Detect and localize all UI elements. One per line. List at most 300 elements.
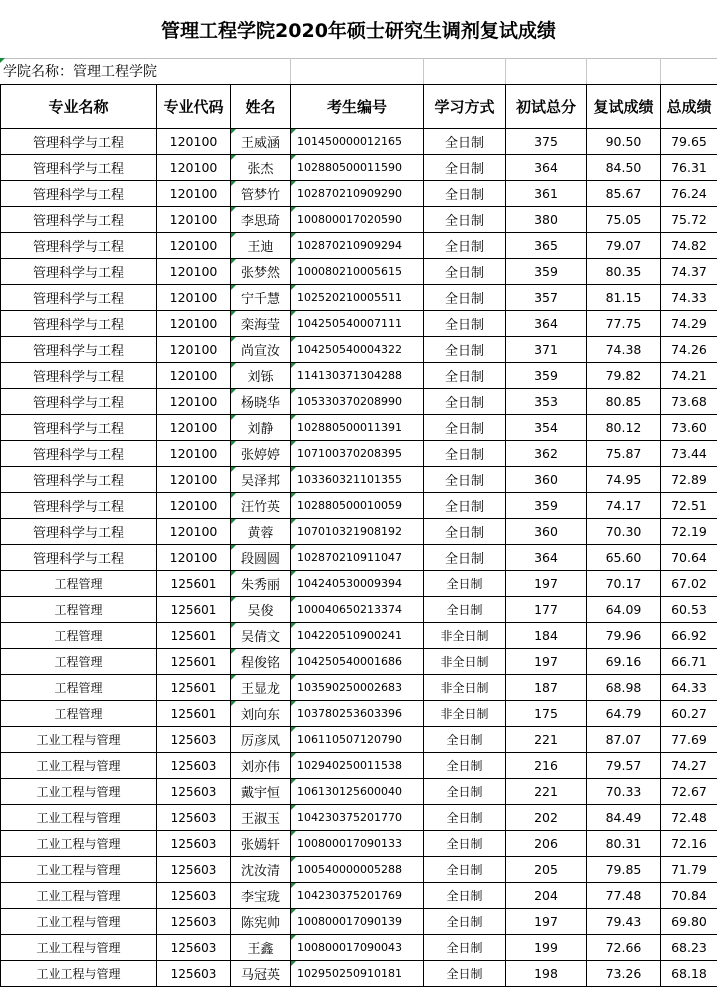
cell-study-mode[interactable]: 全日制 [424, 935, 506, 961]
cell-initial-score[interactable]: 362 [506, 441, 587, 467]
cell-initial-score[interactable]: 380 [506, 207, 587, 233]
col-header-study-mode[interactable]: 学习方式 [424, 85, 506, 129]
cell-total-score[interactable]: 66.92 [661, 623, 717, 649]
cell-total-score[interactable]: 70.64 [661, 545, 717, 571]
cell-code[interactable]: 120100 [157, 129, 231, 155]
cell-major[interactable]: 工业工程与管理 [1, 779, 157, 805]
cell-student-name[interactable]: 张梦然 [231, 259, 291, 285]
cell-study-mode[interactable]: 全日制 [424, 311, 506, 337]
cell-code[interactable]: 120100 [157, 155, 231, 181]
cell-total-score[interactable]: 64.33 [661, 675, 717, 701]
cell-total-score[interactable]: 75.72 [661, 207, 717, 233]
cell-student-name[interactable]: 刘亦伟 [231, 753, 291, 779]
cell-retest-score[interactable]: 74.95 [587, 467, 661, 493]
cell-major[interactable]: 管理科学与工程 [1, 207, 157, 233]
cell-exam-id[interactable]: 103360321101355 [291, 467, 424, 493]
cell-initial-score[interactable]: 364 [506, 545, 587, 571]
cell-exam-id[interactable]: 103590250002683 [291, 675, 424, 701]
cell-total-score[interactable]: 79.65 [661, 129, 717, 155]
cell-initial-score[interactable]: 359 [506, 259, 587, 285]
cell-student-name[interactable]: 李思琦 [231, 207, 291, 233]
cell-initial-score[interactable]: 371 [506, 337, 587, 363]
cell-student-name[interactable]: 尚宣汝 [231, 337, 291, 363]
cell-major[interactable]: 工业工程与管理 [1, 857, 157, 883]
cell-initial-score[interactable]: 197 [506, 649, 587, 675]
cell-student-name[interactable]: 杨晓华 [231, 389, 291, 415]
col-header-exam-id[interactable]: 考生编号 [291, 85, 424, 129]
cell-student-name[interactable]: 段圆圆 [231, 545, 291, 571]
cell-major[interactable]: 管理科学与工程 [1, 519, 157, 545]
table-row [1, 467, 717, 493]
cell-retest-score[interactable]: 77.75 [587, 311, 661, 337]
cell-initial-score[interactable]: 360 [506, 467, 587, 493]
cell-code[interactable]: 125603 [157, 909, 231, 935]
cell-total-score[interactable]: 74.26 [661, 337, 717, 363]
cell-initial-score[interactable]: 216 [506, 753, 587, 779]
cell-initial-score[interactable]: 221 [506, 727, 587, 753]
cell-code[interactable]: 125601 [157, 701, 231, 727]
cell-study-mode[interactable]: 全日制 [424, 805, 506, 831]
cell-retest-score[interactable]: 79.07 [587, 233, 661, 259]
cell-student-name[interactable]: 张杰 [231, 155, 291, 181]
cell-major[interactable]: 管理科学与工程 [1, 441, 157, 467]
cell-exam-id[interactable]: 103780253603396 [291, 701, 424, 727]
cell-student-name[interactable]: 厉彦凤 [231, 727, 291, 753]
cell-total-score[interactable]: 66.71 [661, 649, 717, 675]
cell-initial-score[interactable]: 364 [506, 155, 587, 181]
cell-marker-icon [291, 493, 296, 498]
table-row [1, 415, 717, 441]
cell-marker-icon [291, 207, 296, 212]
cell-exam-id[interactable]: 102870210909290 [291, 181, 424, 207]
cell-code[interactable]: 120100 [157, 207, 231, 233]
cell-code[interactable]: 120100 [157, 441, 231, 467]
cell-study-mode[interactable]: 全日制 [424, 597, 506, 623]
cell-code[interactable]: 120100 [157, 337, 231, 363]
cell-study-mode[interactable]: 非全日制 [424, 701, 506, 727]
cell-total-score[interactable]: 68.18 [661, 961, 717, 987]
cell-retest-score[interactable]: 73.26 [587, 961, 661, 987]
cell-marker-icon [291, 623, 296, 628]
col-header-initial-score[interactable]: 初试总分 [506, 85, 587, 129]
cell-retest-score[interactable]: 90.50 [587, 129, 661, 155]
cell-initial-score[interactable]: 359 [506, 493, 587, 519]
cell-study-mode[interactable]: 全日制 [424, 337, 506, 363]
cell-exam-id[interactable]: 102880500010059 [291, 493, 424, 519]
cell-retest-score[interactable]: 79.96 [587, 623, 661, 649]
cell-exam-id[interactable]: 107010321908192 [291, 519, 424, 545]
cell-student-name[interactable]: 黄蓉 [231, 519, 291, 545]
cell-code[interactable]: 120100 [157, 181, 231, 207]
cell-code[interactable]: 120100 [157, 545, 231, 571]
cell-study-mode[interactable]: 非全日制 [424, 649, 506, 675]
cell-major[interactable]: 管理科学与工程 [1, 363, 157, 389]
cell-total-score[interactable]: 72.48 [661, 805, 717, 831]
cell-code[interactable]: 120100 [157, 467, 231, 493]
cell-major[interactable]: 管理科学与工程 [1, 155, 157, 181]
table-row [1, 181, 717, 207]
cell-student-name[interactable]: 马冠英 [231, 961, 291, 987]
cell-study-mode[interactable]: 全日制 [424, 155, 506, 181]
cell-initial-score[interactable]: 177 [506, 597, 587, 623]
cell-exam-id[interactable]: 102880500011391 [291, 415, 424, 441]
cell-total-score[interactable]: 73.60 [661, 415, 717, 441]
cell-code[interactable]: 125603 [157, 727, 231, 753]
cell-code[interactable]: 125603 [157, 857, 231, 883]
cell-major[interactable]: 工业工程与管理 [1, 909, 157, 935]
cell-study-mode[interactable]: 非全日制 [424, 623, 506, 649]
cell-initial-score[interactable]: 359 [506, 363, 587, 389]
cell-exam-id[interactable]: 106130125600040 [291, 779, 424, 805]
cell-marker-icon [231, 493, 236, 498]
cell-exam-id[interactable]: 104250540001686 [291, 649, 424, 675]
cell-exam-id[interactable]: 100080210005615 [291, 259, 424, 285]
cell-marker-icon [291, 883, 296, 888]
table-row [1, 727, 717, 753]
cell-major[interactable]: 管理科学与工程 [1, 285, 157, 311]
cell-initial-score[interactable]: 354 [506, 415, 587, 441]
cell-major[interactable]: 工程管理 [1, 571, 157, 597]
cell-initial-score[interactable]: 204 [506, 883, 587, 909]
cell-major[interactable]: 工程管理 [1, 675, 157, 701]
cell-student-name[interactable]: 张婷婷 [231, 441, 291, 467]
cell-student-name[interactable]: 朱秀丽 [231, 571, 291, 597]
cell-code[interactable]: 125603 [157, 961, 231, 987]
cell-retest-score[interactable]: 70.30 [587, 519, 661, 545]
cell-study-mode[interactable]: 全日制 [424, 493, 506, 519]
cell-student-name[interactable]: 宁千慧 [231, 285, 291, 311]
cell-student-name[interactable]: 吴俊 [231, 597, 291, 623]
cell-total-score[interactable]: 60.27 [661, 701, 717, 727]
cell-total-score[interactable]: 72.89 [661, 467, 717, 493]
cell-marker-icon [291, 649, 296, 654]
cell-code[interactable]: 120100 [157, 363, 231, 389]
cell-retest-score[interactable]: 69.16 [587, 649, 661, 675]
cell-retest-score[interactable]: 75.05 [587, 207, 661, 233]
cell-code[interactable]: 125603 [157, 779, 231, 805]
col-header-total-score[interactable]: 总成绩 [661, 85, 717, 129]
table-row [1, 389, 717, 415]
cell-code[interactable]: 125601 [157, 597, 231, 623]
cell-code[interactable]: 125601 [157, 649, 231, 675]
cell-retest-score[interactable]: 65.60 [587, 545, 661, 571]
cell-student-name[interactable]: 栾海莹 [231, 311, 291, 337]
cell-retest-score[interactable]: 72.66 [587, 935, 661, 961]
cell-code[interactable]: 120100 [157, 389, 231, 415]
cell-major[interactable]: 管理科学与工程 [1, 181, 157, 207]
cell-major[interactable]: 工业工程与管理 [1, 727, 157, 753]
cell-marker-icon [291, 571, 296, 576]
cell-exam-id[interactable]: 114130371304288 [291, 363, 424, 389]
cell-exam-id[interactable]: 104230375201770 [291, 805, 424, 831]
cell-retest-score[interactable]: 81.15 [587, 285, 661, 311]
cell-exam-id[interactable]: 102870210909294 [291, 233, 424, 259]
cell-retest-score[interactable]: 74.38 [587, 337, 661, 363]
cell-total-score[interactable]: 60.53 [661, 597, 717, 623]
cell-study-mode[interactable]: 全日制 [424, 441, 506, 467]
cell-student-name[interactable]: 吴泽邦 [231, 467, 291, 493]
cell-code[interactable]: 125603 [157, 883, 231, 909]
cell-initial-score[interactable]: 187 [506, 675, 587, 701]
cell-student-name[interactable]: 李宝珑 [231, 883, 291, 909]
cell-major[interactable]: 管理科学与工程 [1, 259, 157, 285]
cell-major[interactable]: 工业工程与管理 [1, 753, 157, 779]
table-row [1, 805, 717, 831]
cell-major[interactable]: 管理科学与工程 [1, 311, 157, 337]
cell-retest-score[interactable]: 85.67 [587, 181, 661, 207]
table-row [1, 935, 717, 961]
cell-study-mode[interactable]: 全日制 [424, 909, 506, 935]
sheet-title: 管理工程学院2020年硕士研究生调剂复试成绩 [0, 0, 717, 59]
cell-exam-id[interactable]: 104250540004322 [291, 337, 424, 363]
cell-major[interactable]: 管理科学与工程 [1, 493, 157, 519]
cell-study-mode[interactable]: 全日制 [424, 545, 506, 571]
cell-student-name[interactable]: 王迪 [231, 233, 291, 259]
cell-study-mode[interactable]: 全日制 [424, 753, 506, 779]
cell-student-name[interactable]: 张嫣轩 [231, 831, 291, 857]
cell-marker-icon [231, 233, 236, 238]
cell-initial-score[interactable]: 175 [506, 701, 587, 727]
cell-study-mode[interactable]: 全日制 [424, 519, 506, 545]
cell-retest-score[interactable]: 75.87 [587, 441, 661, 467]
cell-major[interactable]: 工业工程与管理 [1, 831, 157, 857]
cell-retest-score[interactable]: 70.17 [587, 571, 661, 597]
cell-retest-score[interactable]: 80.31 [587, 831, 661, 857]
cell-retest-score[interactable]: 80.35 [587, 259, 661, 285]
col-header-code[interactable]: 专业代码 [157, 85, 231, 129]
cell-marker-icon [231, 389, 236, 394]
cell-student-name[interactable]: 程俊铭 [231, 649, 291, 675]
table-row [1, 779, 717, 805]
cell-student-name[interactable]: 王威涵 [231, 129, 291, 155]
cell-student-name[interactable]: 刘铄 [231, 363, 291, 389]
cell-study-mode[interactable]: 全日制 [424, 285, 506, 311]
cell-exam-id[interactable]: 104250540007111 [291, 311, 424, 337]
cell-student-name[interactable]: 汪竹英 [231, 493, 291, 519]
cell-major[interactable]: 工程管理 [1, 649, 157, 675]
cell-total-score[interactable]: 74.27 [661, 753, 717, 779]
cell-student-name[interactable]: 王鑫 [231, 935, 291, 961]
cell-exam-id[interactable]: 100800017090043 [291, 935, 424, 961]
cell-total-score[interactable]: 74.21 [661, 363, 717, 389]
cell-initial-score[interactable]: 357 [506, 285, 587, 311]
cell-total-score[interactable]: 72.16 [661, 831, 717, 857]
cell-exam-id[interactable]: 102940250011538 [291, 753, 424, 779]
cell-code[interactable]: 120100 [157, 259, 231, 285]
cell-code[interactable]: 125601 [157, 571, 231, 597]
col-header-retest-score[interactable]: 复试成绩 [587, 85, 661, 129]
cell-code[interactable]: 120100 [157, 311, 231, 337]
cell-initial-score[interactable]: 361 [506, 181, 587, 207]
cell-exam-id[interactable]: 100540000005288 [291, 857, 424, 883]
cell-total-score[interactable]: 74.37 [661, 259, 717, 285]
cell-exam-id[interactable]: 105330370208990 [291, 389, 424, 415]
cell-code[interactable]: 125603 [157, 935, 231, 961]
cell-code[interactable]: 125603 [157, 831, 231, 857]
cell-study-mode[interactable]: 全日制 [424, 389, 506, 415]
cell-major[interactable]: 工业工程与管理 [1, 935, 157, 961]
cell-study-mode[interactable]: 全日制 [424, 259, 506, 285]
cell-initial-score[interactable]: 365 [506, 233, 587, 259]
table-row [1, 441, 717, 467]
cell-retest-score[interactable]: 77.48 [587, 883, 661, 909]
cell-exam-id[interactable]: 104230375201769 [291, 883, 424, 909]
cell-total-score[interactable]: 69.80 [661, 909, 717, 935]
cell-exam-id[interactable]: 102880500011590 [291, 155, 424, 181]
cell-retest-score[interactable]: 68.98 [587, 675, 661, 701]
cell-initial-score[interactable]: 199 [506, 935, 587, 961]
cell-exam-id[interactable]: 102950250910181 [291, 961, 424, 987]
cell-total-score[interactable]: 74.29 [661, 311, 717, 337]
cell-exam-id[interactable]: 106110507120790 [291, 727, 424, 753]
cell-exam-id[interactable]: 100040650213374 [291, 597, 424, 623]
cell-initial-score[interactable]: 360 [506, 519, 587, 545]
cell-major[interactable]: 管理科学与工程 [1, 545, 157, 571]
cell-initial-score[interactable]: 353 [506, 389, 587, 415]
cell-study-mode[interactable]: 全日制 [424, 571, 506, 597]
cell-major[interactable]: 工业工程与管理 [1, 961, 157, 987]
cell-total-score[interactable]: 67.02 [661, 571, 717, 597]
cell-code[interactable]: 120100 [157, 519, 231, 545]
cell-study-mode[interactable]: 全日制 [424, 181, 506, 207]
cell-retest-score[interactable]: 79.85 [587, 857, 661, 883]
cell-initial-score[interactable]: 375 [506, 129, 587, 155]
cell-student-name[interactable]: 吴倩文 [231, 623, 291, 649]
col-header-major[interactable]: 专业名称 [1, 85, 157, 129]
cell-exam-id[interactable]: 102870210911047 [291, 545, 424, 571]
cell-study-mode[interactable]: 全日制 [424, 129, 506, 155]
cell-retest-score[interactable]: 64.79 [587, 701, 661, 727]
cell-major[interactable]: 管理科学与工程 [1, 337, 157, 363]
cell-exam-id[interactable]: 104220510900241 [291, 623, 424, 649]
cell-exam-id[interactable]: 102520210005511 [291, 285, 424, 311]
cell-major[interactable]: 工程管理 [1, 701, 157, 727]
cell-exam-id[interactable]: 101450000012165 [291, 129, 424, 155]
cell-retest-score[interactable]: 87.07 [587, 727, 661, 753]
gridline [423, 58, 424, 84]
cell-code[interactable]: 125603 [157, 753, 231, 779]
cell-retest-score[interactable]: 84.49 [587, 805, 661, 831]
cell-exam-id[interactable]: 100800017090133 [291, 831, 424, 857]
cell-initial-score[interactable]: 206 [506, 831, 587, 857]
cell-code[interactable]: 125601 [157, 675, 231, 701]
cell-exam-id[interactable]: 104240530009394 [291, 571, 424, 597]
cell-code[interactable]: 120100 [157, 285, 231, 311]
cell-marker-icon [291, 389, 296, 394]
cell-code[interactable]: 125603 [157, 805, 231, 831]
cell-study-mode[interactable]: 全日制 [424, 779, 506, 805]
cell-student-name[interactable]: 陈宪帅 [231, 909, 291, 935]
cell-initial-score[interactable]: 197 [506, 909, 587, 935]
cell-study-mode[interactable]: 全日制 [424, 467, 506, 493]
cell-student-name[interactable]: 刘向东 [231, 701, 291, 727]
cell-retest-score[interactable]: 80.85 [587, 389, 661, 415]
cell-total-score[interactable]: 74.82 [661, 233, 717, 259]
cell-retest-score[interactable]: 79.43 [587, 909, 661, 935]
cell-code[interactable]: 120100 [157, 233, 231, 259]
cell-code[interactable]: 125601 [157, 623, 231, 649]
cell-total-score[interactable]: 76.24 [661, 181, 717, 207]
cell-exam-id[interactable]: 107100370208395 [291, 441, 424, 467]
cell-study-mode[interactable]: 全日制 [424, 207, 506, 233]
college-label: 学院名称：管理工程学院 [3, 64, 157, 80]
cell-total-score[interactable]: 72.67 [661, 779, 717, 805]
cell-total-score[interactable]: 72.51 [661, 493, 717, 519]
gridline [290, 58, 291, 84]
cell-major[interactable]: 管理科学与工程 [1, 233, 157, 259]
cell-study-mode[interactable]: 全日制 [424, 961, 506, 987]
cell-major[interactable]: 管理科学与工程 [1, 129, 157, 155]
col-header-name[interactable]: 姓名 [231, 85, 291, 129]
cell-total-score[interactable]: 70.84 [661, 883, 717, 909]
cell-study-mode[interactable]: 全日制 [424, 233, 506, 259]
cell-total-score[interactable]: 72.19 [661, 519, 717, 545]
cell-study-mode[interactable]: 非全日制 [424, 675, 506, 701]
cell-initial-score[interactable]: 198 [506, 961, 587, 987]
cell-retest-score[interactable]: 84.50 [587, 155, 661, 181]
table-row [1, 129, 717, 155]
cell-study-mode[interactable]: 全日制 [424, 415, 506, 441]
cell-exam-id[interactable]: 100800017090139 [291, 909, 424, 935]
cell-study-mode[interactable]: 全日制 [424, 831, 506, 857]
cell-retest-score[interactable]: 70.33 [587, 779, 661, 805]
cell-major[interactable]: 管理科学与工程 [1, 415, 157, 441]
cell-major[interactable]: 工程管理 [1, 597, 157, 623]
cell-study-mode[interactable]: 全日制 [424, 727, 506, 753]
cell-initial-score[interactable]: 202 [506, 805, 587, 831]
cell-total-score[interactable]: 73.68 [661, 389, 717, 415]
cell-student-name[interactable]: 刘静 [231, 415, 291, 441]
cell-retest-score[interactable]: 74.17 [587, 493, 661, 519]
cell-initial-score[interactable]: 364 [506, 311, 587, 337]
cell-total-score[interactable]: 71.79 [661, 857, 717, 883]
cell-initial-score[interactable]: 205 [506, 857, 587, 883]
cell-initial-score[interactable]: 184 [506, 623, 587, 649]
cell-retest-score[interactable]: 64.09 [587, 597, 661, 623]
cell-retest-score[interactable]: 79.57 [587, 753, 661, 779]
table-row [1, 831, 717, 857]
cell-student-name[interactable]: 沈汝清 [231, 857, 291, 883]
cell-study-mode[interactable]: 全日制 [424, 857, 506, 883]
cell-total-score[interactable]: 77.69 [661, 727, 717, 753]
cell-code[interactable]: 120100 [157, 493, 231, 519]
cell-total-score[interactable]: 76.31 [661, 155, 717, 181]
cell-total-score[interactable]: 68.23 [661, 935, 717, 961]
cell-student-name[interactable]: 戴宇恒 [231, 779, 291, 805]
cell-study-mode[interactable]: 全日制 [424, 883, 506, 909]
cell-major[interactable]: 工程管理 [1, 623, 157, 649]
cell-exam-id[interactable]: 100800017020590 [291, 207, 424, 233]
cell-study-mode[interactable]: 全日制 [424, 363, 506, 389]
cell-marker-icon [291, 467, 296, 472]
cell-major[interactable]: 工业工程与管理 [1, 883, 157, 909]
cell-total-score[interactable]: 74.33 [661, 285, 717, 311]
cell-student-name[interactable]: 王淑玉 [231, 805, 291, 831]
cell-marker-icon [291, 545, 296, 550]
cell-major[interactable]: 管理科学与工程 [1, 389, 157, 415]
cell-major[interactable]: 管理科学与工程 [1, 467, 157, 493]
cell-total-score[interactable]: 73.44 [661, 441, 717, 467]
cell-initial-score[interactable]: 221 [506, 779, 587, 805]
cell-student-name[interactable]: 王显龙 [231, 675, 291, 701]
cell-initial-score[interactable]: 197 [506, 571, 587, 597]
cell-student-name[interactable]: 管梦竹 [231, 181, 291, 207]
cell-retest-score[interactable]: 80.12 [587, 415, 661, 441]
table-row [1, 623, 717, 649]
cell-major[interactable]: 工业工程与管理 [1, 805, 157, 831]
cell-retest-score[interactable]: 79.82 [587, 363, 661, 389]
cell-code[interactable]: 120100 [157, 415, 231, 441]
